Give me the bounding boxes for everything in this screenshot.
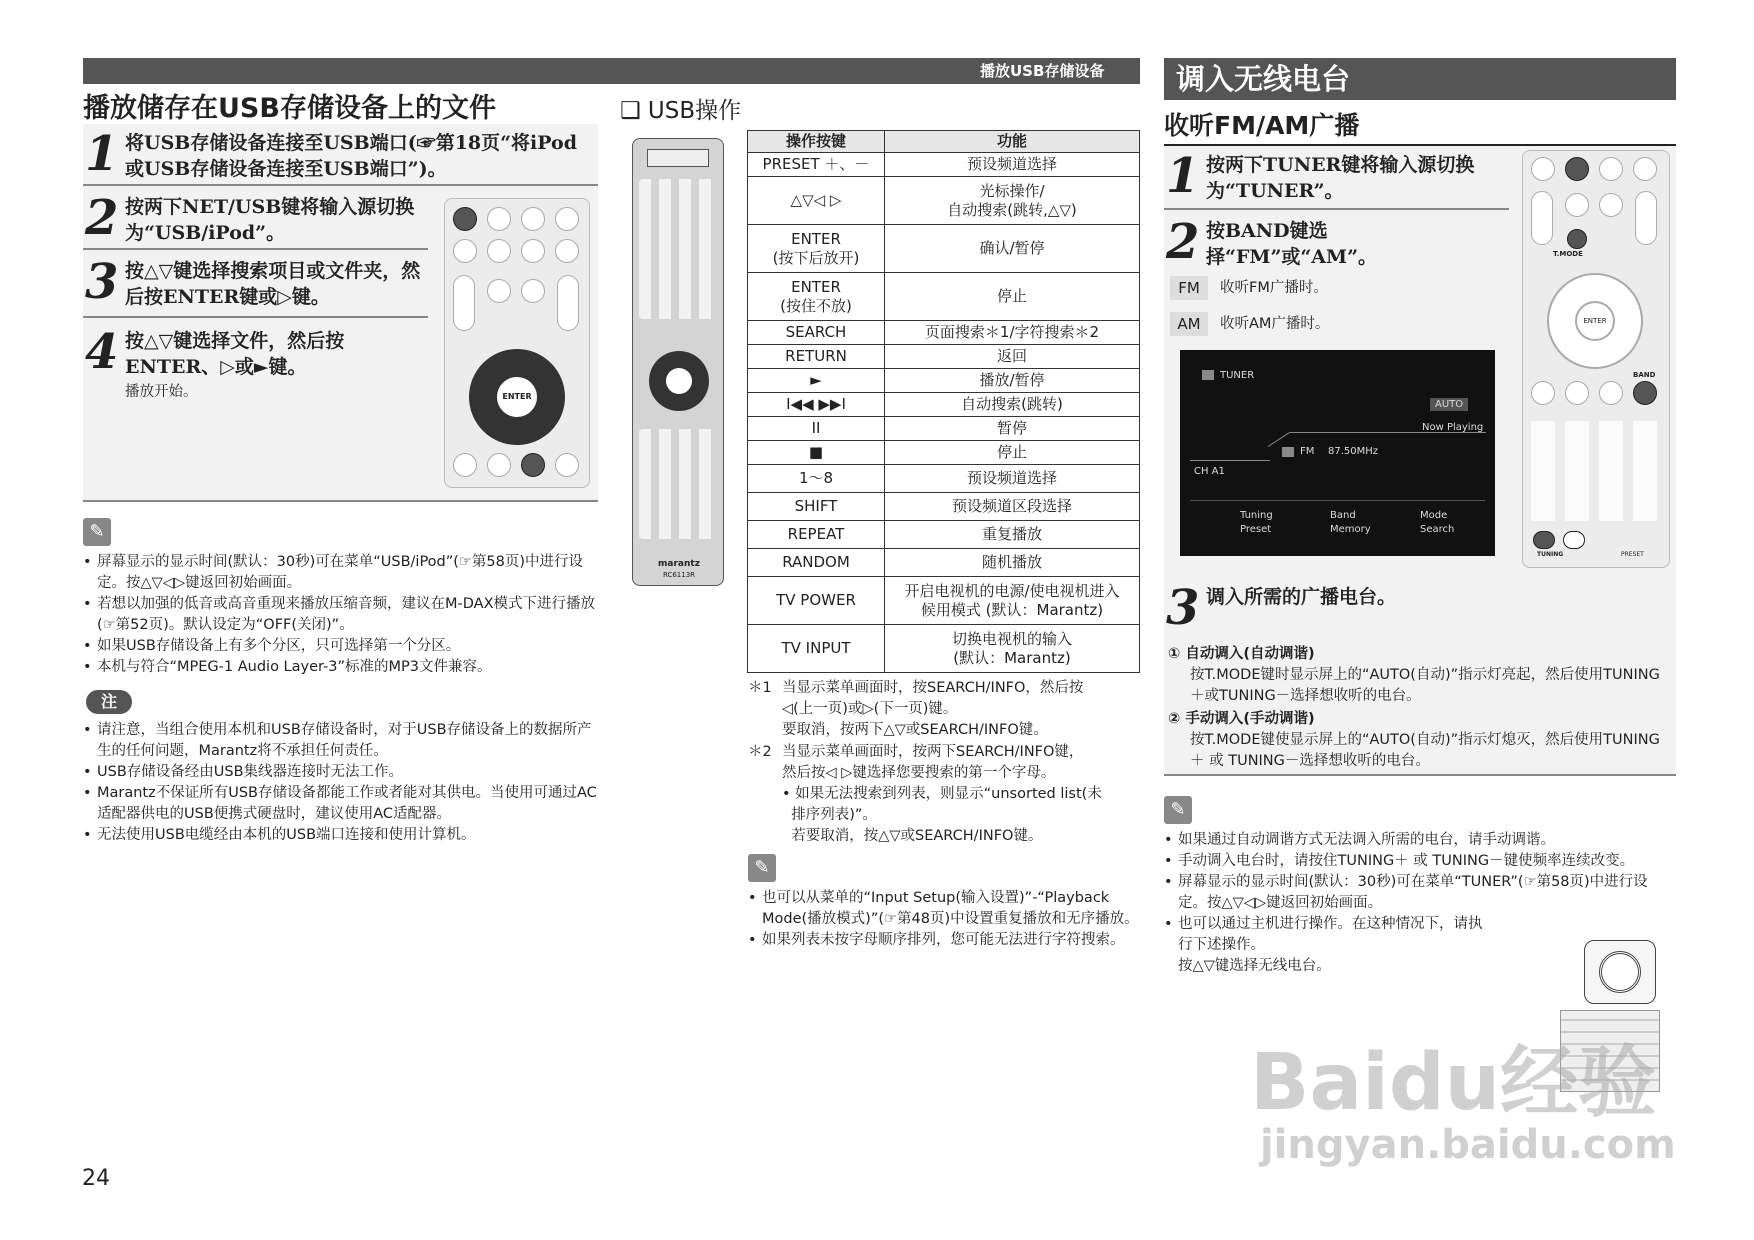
osd-divider-top <box>1290 432 1486 433</box>
table-cell: 重复播放 <box>885 521 1140 549</box>
step-number: 2 <box>85 190 119 246</box>
step-text: 按△▽键选择搜索项目或文件夹，然后按ENTER键或▷键。 <box>125 260 421 308</box>
enter-button <box>1575 301 1615 341</box>
note-item: • 手动调入电台时，请按住TUNING＋ 或 TUNING－键使频率连续改变。 <box>1164 851 1674 872</box>
table-cell: 暂停 <box>885 417 1140 441</box>
satr-button <box>1531 157 1555 181</box>
caution-item: • 请注意，当组合使用本机和USB存储设备时，对于USB存储设备上的数据所产生的任何问题，Marantz将不承担任何责任。 <box>83 720 598 762</box>
note-item: • 若想以加强的低音或高音重现来播放压缩音频，建议在M-DAX模式下进行播放(☞第52页)。默认设定为“OFF(关闭)”。 <box>83 594 598 636</box>
header-tag: 播放USB存储设备 <box>980 62 1105 80</box>
remote-display <box>647 149 709 167</box>
osd-legend-band: Band <box>1330 510 1356 521</box>
remote-partial-right <box>1522 150 1670 568</box>
table-cell: 光标操作/ 自动搜索(跳转,△▽) <box>885 177 1140 225</box>
table-cell: RETURN <box>748 345 885 369</box>
table-cell: PRESET ＋、－ <box>748 153 885 177</box>
tuning-label: TUNING <box>1537 551 1564 558</box>
osd-fm-icon <box>1282 447 1294 457</box>
remote-full <box>632 138 724 586</box>
tmode-label: T.MODE <box>1553 250 1583 258</box>
pencil-icon: ✎ <box>83 518 111 546</box>
note-item: • 屏幕显示的显示时间(默认：30秒)可在菜单“TUNER”(☞第58页)中进行设定。按△▽◁▷键返回初始画面。 <box>1164 872 1674 914</box>
mode-title: ② 手动调入(手动调谐) <box>1168 711 1315 727</box>
table-cell: RANDOM <box>748 549 885 577</box>
step-number: 1 <box>85 126 119 182</box>
tune-button <box>1565 157 1589 181</box>
net-usb-button <box>453 207 477 231</box>
col-header: 操作按键 <box>748 131 885 153</box>
osd-auto: AUTO <box>1430 398 1468 411</box>
remote-model: RC6113R <box>662 571 696 579</box>
mute-button <box>521 279 545 303</box>
step-number: 3 <box>85 254 119 310</box>
note-item: • 本机与符合“MPEG-1 Audio Layer-3”标准的MP3文件兼容。 <box>83 657 598 678</box>
fm-tag: FM <box>1170 276 1208 300</box>
left-notes <box>83 552 598 678</box>
note-item: • 如果USB存储设备上有多个分区，只可选择第一个分区。 <box>83 636 598 657</box>
tuning-plus-button <box>1563 531 1585 549</box>
osd-channel: CH A1 <box>1194 466 1225 477</box>
osd-divider <box>1190 460 1270 461</box>
table-cell: TV POWER <box>748 577 885 625</box>
volume-rocker-left <box>1531 191 1553 245</box>
step-2 <box>83 188 428 250</box>
note-item: • 如果列表未按字母顺序排列，您可能无法进行字符搜索。 <box>748 930 1143 951</box>
table-cell: ■ <box>748 441 885 465</box>
watermark-logo: Baidu经验 <box>1250 1038 1657 1128</box>
cdr-button <box>555 207 579 231</box>
step-text: 调入所需的广播电台。 <box>1206 586 1397 608</box>
knob-icon <box>1599 951 1641 993</box>
footnote-line: 当显示菜单画面时，按两下SEARCH/INFO键， <box>782 744 1084 760</box>
step-number: 3 <box>1166 580 1200 636</box>
remote-brand: marantz <box>658 559 700 569</box>
middle-notes <box>748 888 1143 951</box>
table-cell: 随机播放 <box>885 549 1140 577</box>
m-button <box>1531 381 1555 405</box>
tv-button <box>487 207 511 231</box>
step-number: 4 <box>85 324 119 380</box>
table-cell: 预设频道选择 <box>885 153 1140 177</box>
mode-title: ① 自动调入(自动调谐) <box>1168 646 1315 662</box>
cd-button <box>521 207 545 231</box>
satr-button <box>453 239 477 263</box>
remote-partial-left <box>444 198 590 488</box>
osd-legend-memory: Memory <box>1330 524 1371 535</box>
footnote-line: ◁(上一页)或▷(下一页)键。 <box>782 701 958 717</box>
left-cautions <box>83 720 598 846</box>
pencil-icon: ✎ <box>1164 796 1192 824</box>
footnote-1 <box>748 678 1143 741</box>
note-item: • 也可以通过主机进行操作。在这种情况下，请执行下述操作。 按△▽键选择无线电台。 <box>1164 914 1494 977</box>
pause-button <box>487 453 511 477</box>
osd-legend-mode: Mode <box>1420 510 1448 521</box>
osd-frequency: 87.50MHz <box>1328 446 1379 457</box>
band-button <box>1633 381 1657 405</box>
footnote-line: 要取消，按两下△▽或SEARCH/INFO键。 <box>782 722 1048 738</box>
step-sub: 播放开始。 <box>125 384 198 400</box>
osd-divider-slope <box>1268 432 1290 447</box>
step-4 <box>83 322 428 402</box>
step-text: 按两下TUNER键将输入源切换为“TUNER”。 <box>1206 154 1475 202</box>
mode-text: 按T.MODE键使显示屏上的“AUTO(自动)”指示灯熄灭，然后使用TUNING＋ 或 TUNING－选择想收听的电台。 <box>1190 732 1660 769</box>
tuner-osd-screen <box>1180 350 1495 556</box>
step-number: 2 <box>1166 214 1200 270</box>
footnote-line: 当显示菜单画面时，按SEARCH/INFO，然后按 <box>782 680 1084 696</box>
tuning-modes <box>1168 644 1670 772</box>
footnote-line: • 如果无法搜索到列表，则显示“unsorted list(未 <box>782 786 1102 802</box>
play-button <box>1599 381 1623 405</box>
table-cell: 停止 <box>885 441 1140 465</box>
footnote-mark: ＊1 <box>748 680 772 696</box>
am-tag: AM <box>1170 312 1208 336</box>
left-title: 播放储存在USB存储设备上的文件 <box>83 86 598 130</box>
tuning-minus-button <box>1533 531 1555 549</box>
step-text: 按BAND键选择“FM”或“AM”。 <box>1206 220 1378 268</box>
remote-enter <box>666 368 692 394</box>
volume-rocker-left <box>453 275 475 331</box>
pencil-icon: ✎ <box>748 854 776 882</box>
caution-badge: 注 <box>86 690 132 714</box>
caution-item: • Marantz不保证所有USB存储设备都能工作或者能对其供电。当使用可通过AC适配器供电的USB便携式硬盘时，建议使用AC适配器。 <box>83 783 598 825</box>
osd-tuner-icon <box>1202 370 1214 380</box>
footnote-line: 然后按◁ ▷键选择您要搜索的第一个字母。 <box>782 765 1056 781</box>
note-item: • 屏幕显示的显示时间(默认：30秒)可在菜单“USB/iPod”(☞第58页)中进行设定。按△▽◁▷键返回初始画面。 <box>83 552 598 594</box>
pause-button <box>1565 381 1589 405</box>
step-number: 1 <box>1166 148 1200 204</box>
table-cell: ENTER (按住不放) <box>748 273 885 321</box>
mute-button <box>1599 193 1623 217</box>
caution-item: • USB存储设备经由USB集线器连接时无法工作。 <box>83 762 598 783</box>
remote-button-grid-lower <box>639 429 719 539</box>
table-cell: 停止 <box>885 273 1140 321</box>
osd-legend-preset: Preset <box>1240 524 1272 535</box>
table-cell: REPEAT <box>748 521 885 549</box>
table-cell: 开启电视机的电源/使电视机进入 候用模式 (默认：Marantz) <box>885 577 1140 625</box>
table-cell: 自动搜索(跳转) <box>885 393 1140 417</box>
enter-label: ENTER <box>502 392 532 401</box>
number-keypad <box>1531 421 1663 521</box>
volume-rocker-right <box>1635 191 1657 245</box>
caution-item: • 无法使用USB电缆经由本机的USB端口连接和使用计算机。 <box>83 825 598 846</box>
mode-text: 按T.MODE键时显示屏上的“AUTO(自动)”指示灯亮起，然后使用TUNING＋或TUNING－选择想收听的电台。 <box>1190 667 1660 704</box>
table-cell: I◀◀ ▶▶I <box>748 393 885 417</box>
mxp-button <box>1599 157 1623 181</box>
source-sel-button <box>487 279 511 303</box>
step-text: 将USB存储设备连接至USB端口(☞第18页“将iPod或USB存储设备连接至USB端口”)。 <box>125 132 578 180</box>
play-button <box>521 453 545 477</box>
remote-button-grid <box>639 179 719 319</box>
fm-text: 收听FM广播时。 <box>1220 280 1328 296</box>
table-cell: 返回 <box>885 345 1140 369</box>
page-number: 24 <box>82 1166 110 1191</box>
table-cell: 预设频道区段选择 <box>885 493 1140 521</box>
mxp-button <box>521 239 545 263</box>
table-cell: 页面搜索＊1/字符搜索＊2 <box>885 321 1140 345</box>
volume-rocker-right <box>557 275 579 331</box>
radio-step-2 <box>1164 214 1509 276</box>
footnote-2 <box>748 742 1143 847</box>
step-1 <box>83 124 598 186</box>
table-cell: 播放/暂停 <box>885 369 1140 393</box>
table-cell: 切换电视机的输入 (默认：Marantz) <box>885 625 1140 673</box>
watermark-url: jingyan.baidu.com <box>1260 1122 1676 1168</box>
enter-button <box>495 375 539 419</box>
table-cell: SEARCH <box>748 321 885 345</box>
table-cell: ENTER (按下后放开) <box>748 225 885 273</box>
amp-button <box>555 239 579 263</box>
footnote-line: 排序列表)”。 <box>782 807 877 823</box>
tmode-button <box>1567 229 1587 249</box>
osd-band: FM <box>1300 446 1315 457</box>
step-3 <box>83 252 428 318</box>
tune-button <box>487 239 511 263</box>
table-cell: ► <box>748 369 885 393</box>
radio-subtitle: 收听FM/AM广播 <box>1164 106 1676 147</box>
table-cell: 预设频道选择 <box>885 465 1140 493</box>
step-text: 按△▽键选择文件，然后按ENTER、▷或►键。 <box>125 330 345 378</box>
osd-legend-search: Search <box>1420 524 1455 535</box>
note-item: • 如果通过自动调谐方式无法调入所需的电台，请手动调谐。 <box>1164 830 1674 851</box>
am-text: 收听AM广播时。 <box>1220 316 1330 332</box>
table-cell: 1〜8 <box>748 465 885 493</box>
radio-step-1 <box>1164 148 1509 210</box>
preset-label: PRESET <box>1621 551 1644 558</box>
footnote-line: 若要取消，按△▽或SEARCH/INFO键。 <box>782 828 1043 844</box>
main-unit-knob-illustration <box>1584 940 1656 1004</box>
table-cell: II <box>748 417 885 441</box>
radio-banner: 调入无线电台 <box>1164 58 1676 100</box>
stop-button <box>555 453 579 477</box>
osd-title: TUNER <box>1220 370 1255 381</box>
col-header: 功能 <box>885 131 1140 153</box>
osd-now-playing: Now Playing <box>1422 422 1484 433</box>
table-cell: SHIFT <box>748 493 885 521</box>
table-cell: 确认/暂停 <box>885 225 1140 273</box>
osd-legend-bar <box>1190 500 1485 501</box>
footnote-mark: ＊2 <box>748 744 772 760</box>
enter-label: ENTER <box>1583 317 1607 325</box>
step-text: 按两下NET/USB键将输入源切换为“USB/iPod”。 <box>125 196 415 244</box>
source-sel-button <box>1565 193 1589 217</box>
osd-legend-tuning: Tuning <box>1240 510 1273 521</box>
m-button <box>453 453 477 477</box>
table-cell: △▽◁ ▷ <box>748 177 885 225</box>
usb-ops-title: ❑ USB操作 <box>620 98 742 124</box>
table-cell: TV INPUT <box>748 625 885 673</box>
amp-button <box>1633 157 1657 181</box>
note-item: • 也可以从菜单的“Input Setup(输入设置)”-“Playback Mode(播放模式)”(☞第48页)中设置重复播放和无序播放。 <box>748 888 1143 930</box>
band-label: BAND <box>1633 371 1656 379</box>
usb-operation-table <box>747 130 1140 673</box>
